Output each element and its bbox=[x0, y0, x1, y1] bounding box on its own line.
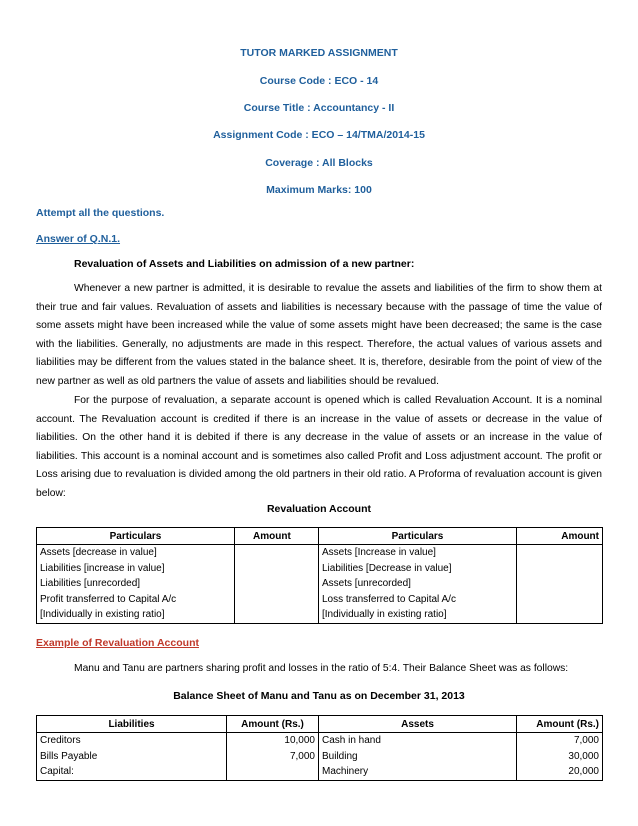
column-header: Amount bbox=[517, 528, 603, 545]
list-item: [Individually in existing ratio] bbox=[40, 609, 165, 620]
table-row bbox=[37, 545, 603, 624]
table-header-row bbox=[37, 528, 603, 545]
table-cell: 30,000 bbox=[517, 749, 603, 765]
paragraph-revaluation-intro: Whenever a new partner is admitted, it is desirable to revalue the assets and liabilities of the firm to show them at their true and fair values. Revaluation of assets and liabilities is necessary because with the passage of time the value of some assets might have been increased while the value of some assets might have been decreased; the same is the case with the liabilities. Generally, no adjustments are made in this respect. Therefore, the actual values of various assets and liabilities may be different from the values stated in the balance sheet. It is, therefore, desirable from the point of view of the new partner as well as old partners the value of assets and liabilities should be revalued. bbox=[36, 283, 602, 387]
course-title: Course Title : Accountancy - II bbox=[243, 102, 395, 114]
table-cell: 7,000 bbox=[517, 733, 603, 749]
revaluation-account-title: Revaluation Account bbox=[266, 503, 372, 515]
table-cell: 20,000 bbox=[517, 764, 603, 780]
list-item: Liabilities [increase in value] bbox=[40, 562, 165, 574]
table-cell: Machinery bbox=[319, 764, 517, 780]
column-header: Liabilities bbox=[37, 716, 227, 733]
list-item: [Individually in existing ratio] bbox=[322, 609, 447, 620]
table-cell: Creditors bbox=[37, 733, 227, 749]
course-code: Course Code : ECO - 14 bbox=[259, 75, 379, 87]
revaluation-account-table bbox=[36, 527, 603, 624]
table-row bbox=[37, 749, 603, 765]
paragraph-revaluation-account: For the purpose of revaluation, a separate account is opened which is called Revaluation Account. It is a nominal account. The Revaluation account is credited if there is an increase in the value of assets or decrease in the value of liabilities. On the other hand it is debited if there is any decrease in the value of assets or an increase in the value of liabilities. This account is a nominal account and is sometimes also called Profit and Loss adjustment account. The profit or Loss arising due to revaluation is divided among the old partners in their old ratio. A Proforma of revaluation account is given below: bbox=[36, 395, 602, 499]
table-cell: Bills Payable bbox=[37, 749, 227, 765]
table-header-row bbox=[37, 716, 603, 733]
balance-sheet-title: Balance Sheet of Manu and Tanu as on December 31, 2013 bbox=[173, 690, 465, 702]
instruction: Attempt all the questions. bbox=[36, 207, 165, 219]
table-cell bbox=[227, 764, 319, 780]
list-item: Profit transferred to Capital A/c bbox=[40, 593, 177, 605]
list-item: Assets [unrecorded] bbox=[322, 578, 411, 589]
balance-sheet-table bbox=[36, 715, 603, 781]
table-cell: 10,000 bbox=[227, 733, 319, 749]
column-header: Particulars bbox=[37, 528, 235, 545]
coverage: Coverage : All Blocks bbox=[265, 157, 373, 169]
table-cell: Building bbox=[319, 749, 517, 765]
column-header: Particulars bbox=[319, 528, 517, 545]
column-header: Amount (Rs.) bbox=[517, 716, 603, 733]
table-cell: 7,000 bbox=[227, 749, 319, 765]
column-header: Amount (Rs.) bbox=[227, 716, 319, 733]
paragraph-example: Manu and Tanu are partners sharing profit and losses in the ratio of 5:4. Their Balance Sheet was as follows: bbox=[74, 663, 569, 674]
column-header: Amount bbox=[235, 528, 319, 545]
table-cell: Cash in hand bbox=[319, 733, 517, 749]
credit-amount-cell bbox=[517, 545, 603, 624]
section-title: Revaluation of Assets and Liabilities on admission of a new partner: bbox=[74, 258, 415, 270]
credit-items-cell bbox=[319, 545, 517, 624]
example-label: Example of Revaluation Account bbox=[36, 637, 199, 649]
table-row bbox=[37, 733, 603, 749]
assignment-title: TUTOR MARKED ASSIGNMENT bbox=[240, 47, 398, 59]
list-item: Liabilities [Decrease in value] bbox=[322, 562, 452, 574]
table-row bbox=[37, 764, 603, 780]
list-item: Liabilities [unrecorded] bbox=[40, 578, 141, 589]
column-header: Assets bbox=[319, 716, 517, 733]
list-item: Loss transferred to Capital A/c bbox=[322, 593, 456, 605]
assignment-code: Assignment Code : ECO – 14/TMA/2014-15 bbox=[213, 129, 425, 141]
debit-amount-cell bbox=[235, 545, 319, 624]
table-cell: Capital: bbox=[37, 764, 227, 780]
maximum-marks: Maximum Marks: 100 bbox=[266, 184, 372, 196]
answer-label: Answer of Q.N.1. bbox=[36, 233, 121, 245]
debit-items-cell bbox=[37, 545, 235, 624]
list-item: Assets [decrease in value] bbox=[40, 547, 157, 558]
list-item: Assets [Increase in value] bbox=[322, 547, 436, 558]
